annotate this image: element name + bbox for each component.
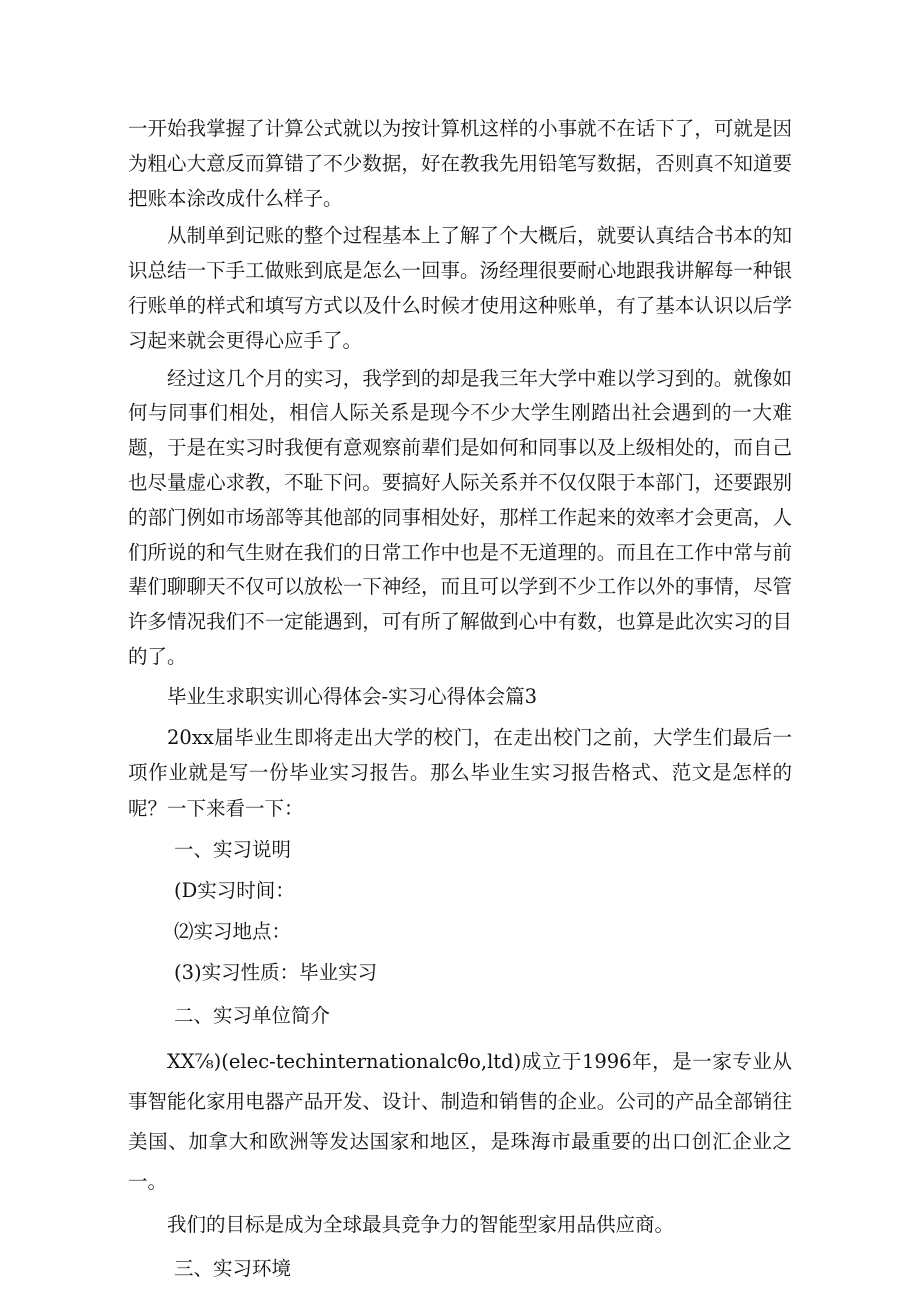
item-internship-nature: (3)实习性质：毕业实习	[174, 961, 378, 985]
heading-company-profile: 二、实习单位简介	[174, 1004, 331, 1028]
item-internship-time: (D实习时间：	[174, 879, 295, 903]
item-internship-location: ⑵实习地点：	[174, 920, 292, 944]
paragraph-relationships: 经过这几个月的实习，我学到的却是我三年大学中难以学习到的。就像如何与同事们相处，相信人际关系是现今不少大学生刚踏出社会遇到的一大难题，于是在实习时我便有意观察前辈们是如何和同事以及上级相处的，而自己也尽量虚心求教，不耻下问。要搞好人际关系并不仅仅限于本部门，还要跟别的部门例如市场部等其他部的同事相处好，那样工作起来的效率才会更高，人们所说的和气生财在我们的日常工作中也是不无道理的。而且在工作中常与前辈们聊聊天不仅可以放松一下神经，而且可以学到不少工作以外的事情，尽管许多情况我们不一定能遇到，可有所了解做到心中有数，也算是此次实习的目的了。	[128, 366, 792, 668]
section-title: 毕业生求职实训心得体会-实习心得体会篇3	[167, 684, 537, 708]
paragraph-intro-continued: 一开始我掌握了计算公式就以为按计算机这样的小事就不在话下了，可就是因为粗心大意反而算错了不少数据，好在教我先用铅笔写数据，否则真不知道要把账本涂改成什么样子。	[128, 117, 792, 210]
heading-internship-description: 一、实习说明	[174, 838, 292, 862]
heading-internship-environment: 三、实习环境	[174, 1257, 292, 1281]
paragraph-company: XX⅞)(elec-techinternationalcθo,ltd)成立于1996年，是一家专业从事智能化家用电器产品开发、设计、制造和销售的企业。公司的产品全部销往美国、加拿大和欧洲等发达国家和地区，是珠海市最重要的出口创汇企业之一。	[128, 1050, 792, 1194]
paragraph-report-intro: 20xx届毕业生即将走出大学的校门，在走出校门之前，大学生们最后一项作业就是写一份毕业实习报告。那么毕业生实习报告格式、范文是怎样的呢？一下来看一下：	[128, 725, 792, 820]
document-page	[128, 112, 792, 1289]
paragraph-bookkeeping: 从制单到记账的整个过程基本上了解了个大概后，就要认真结合书本的知识总结一下手工做账到底是怎么一回事。汤经理很要耐心地跟我讲解每一种银行账单的样式和填写方式以及什么时候才使用这种账单，有了基本认识以后学习起来就会更得心应手了。	[128, 224, 792, 352]
paragraph-goal: 我们的目标是成为全球最具竞争力的智能型家用品供应商。	[167, 1213, 675, 1237]
